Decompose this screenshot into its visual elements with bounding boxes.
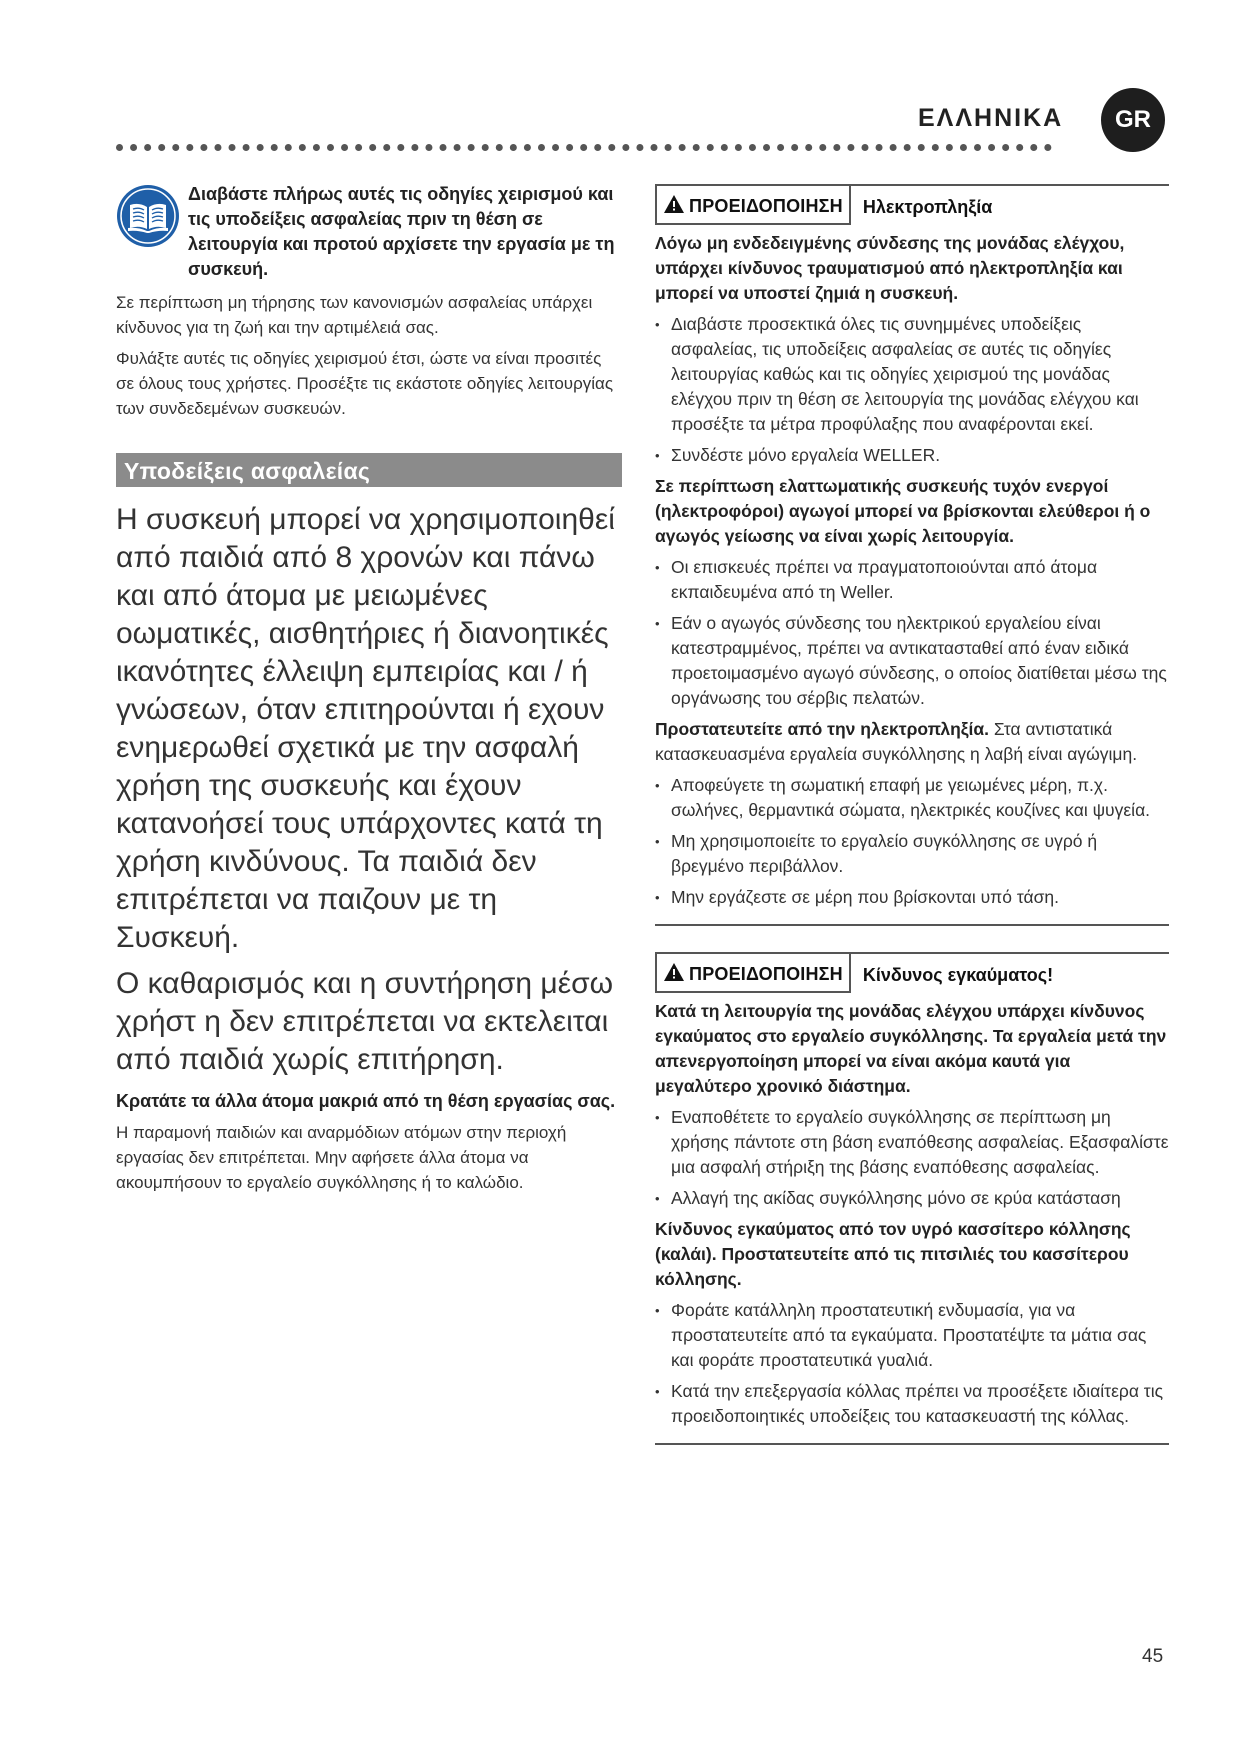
list-item: • Αλλαγή της ακίδας συγκόλλησης μόνο σε κρύα κατάσταση: [655, 1186, 1169, 1211]
dotted-divider: [116, 144, 1052, 151]
right-column: [655, 184, 1169, 1445]
warning-label-text: ΠΡΟΕΙΔΟΠΟΙΗΣΗ: [689, 964, 843, 984]
list-item: • Κατά την επεξεργασία κόλλας πρέπει να προσέξετε ιδιαίτερα τις προειδοποιητικές υποδείξεις του κατασκευαστή της κόλλας.: [655, 1379, 1169, 1429]
left-column: [116, 182, 622, 1195]
list-item: • Εάν ο αγωγός σύνδεσης του ηλεκτρικού εργαλείου είναι κατεστραμμένος, πρέπει να αντικατασταθεί από έναν ειδικά προετοιμασμένο αγωγό σύνδεσης, ο οποίος διατίθεται μέσω της οργάνωσης του σέρβις πελατών.: [655, 611, 1169, 711]
bullet-list: [655, 312, 1169, 468]
list-item: • Συνδέστε μόνο εργαλεία WELLER.: [655, 443, 1169, 468]
page-number: 45: [1142, 1646, 1164, 1667]
warning-label: [655, 954, 851, 993]
warning-box-burn: [655, 952, 1169, 1445]
warning-header: [655, 952, 1169, 993]
keep-away-bold: Κρατάτε τα άλλα άτομα μακριά από τη θέση εργασίας σας.: [116, 1091, 616, 1111]
bullet-list: [655, 773, 1169, 910]
language-badge: GR: [1101, 88, 1165, 152]
protect-bold: Προστατευτείτε από την ηλεκτροπληξία.: [655, 719, 990, 739]
list-item: • Εναποθέτετε το εργαλείο συγκόλλησης σε περίπτωση μη χρήσης πάντοτε στη βάση εναπόθεσης ασφαλείας. Εξασφαλίστε μια ασφαλή στήριξη της βάσης εναπόθεσης ασφαλείας.: [655, 1105, 1169, 1180]
warning-box-electric: [655, 184, 1169, 926]
cleaning-text: Ο καθαρισμός και η συντήρηση μέσω χρήστ η δεν επιτρέπεται να εκτελειται από παιδιά χωρίς επιτήρηση.: [116, 967, 614, 1076]
children-usage-text: Η συσκευή μπορεί να χρησιμοποιηθεί από παιδιά από 8 χρονών και πάνω και από άτομα με μειωμένες οωματικές, αισθητήριες ή διανοητικές ικανότητες έλλειψη εμπειρίας και / ή γνώσεων, όταν επιτηρούνται ή εχουν ενημερωθεί σχετικά με την ασφαλή χρήση της συσκευής και έχουν κατανοήσεί τους υπάρχοντες κατά τη χρήση κινδύνους. Τα παιδιά δεν επιτρέπεται να παιζουν με τη Συσκευή.: [116, 503, 615, 954]
warning-triangle-icon: [663, 194, 685, 219]
list-item: • Διαβάστε προσεκτικά όλες τις συνημμένες υποδείξεις ασφαλείας, τις υποδείξεις ασφαλείας σε αυτές τις οδηγίες λειτουργίας καθώς και τις οδηγίες χειρισμού της μονάδας ελέγχου πριν τη θέση σε λειτουργία της μονάδας ελέγχου και προσέξτε τα μέτρα προφύλαξης που αναφέρονται εκεί.: [655, 312, 1169, 437]
list-item: • Μη χρησιμοποιείτε το εργαλείο συγκόλλησης σε υγρό ή βρεγμένο περιβάλλον.: [655, 829, 1169, 879]
warning-title: Κίνδυνος εγκαύματος!: [862, 965, 1054, 985]
work-area-text: Η παραμονή παιδιών και αναρμόδιων ατόμων στην περιοχή εργασίας δεν επιτρέπεται. Μην αφήσετε άλλα άτομα να ακουμπήσουν το εργαλείο συγκόλλησης ή το καλώδιο.: [116, 1123, 567, 1192]
section-header-safety: Υποδείξεις ασφαλείας: [116, 453, 622, 487]
intro-bold-text: Διαβάστε πλήρως αυτές τις οδηγίες χειρισμού και τις υποδείξεις ασφαλείας πριν τη θέση σε λειτουργία και προτού αρχίσετε την εργασία με τη συσκευή.: [188, 184, 615, 279]
intro-paragraph-1: Σε περίπτωση μη τήρησης των κανονισμών ασφαλείας υπάρχει κίνδυνος για τη ζωή και την αρτιμέλειά σας.: [116, 293, 593, 337]
warning-bold-text: Σε περίπτωση ελαττωματικής συσκευής τυχόν ενεργοί (ηλεκτροφόροι) αγωγοί μπορεί να βρίσκονται ελεύθεροι ή ο αγωγός γείωσης να είναι χωρίς λειτουργία.: [655, 476, 1151, 546]
list-item: • Φοράτε κατάλληλη προστατευτική ενδυμασία, για να προστατευτείτε από τα εγκαύματα. Προστατέψτε τα μάτια σας και φοράτε προστατευτικά γυαλιά.: [655, 1298, 1169, 1373]
warning-label: [655, 186, 851, 225]
warning-bold-text: Κίνδυνος εγκαύματος από τον υγρό κασσίτερο κόλλησης (καλάι). Προστατευτείτε από τις πιτσιλιές του κασσίτερου κόλλησης.: [655, 1219, 1131, 1289]
warning-triangle-icon: [663, 962, 685, 987]
warning-label-text: ΠΡΟΕΙΔΟΠΟΙΗΣΗ: [689, 196, 843, 216]
bullet-list: [655, 1105, 1169, 1211]
protect-paragraph: [655, 717, 1169, 767]
bullet-list: [655, 555, 1169, 711]
list-item: • Μην εργάζεστε σε μέρη που βρίσκονται υπό τάση.: [655, 885, 1169, 910]
protect-text: Στα αντιστατικά κατασκευασμένα εργαλεία συγκόλλησης η λαβή είναι αγώγιμη.: [655, 719, 1138, 764]
list-item: • Οι επισκευές πρέπει να πραγματοποιούνται από άτομα εκπαιδευμένα από τη Weller.: [655, 555, 1169, 605]
bullet-list: [655, 1298, 1169, 1429]
warning-bold-text: Κατά τη λειτουργία της μονάδας ελέγχου υπάρχει κίνδυνος εγκαύματος στο εργαλείο συγκόλλησης. Τα εργαλεία μετά την απενεργοποίηση μπορεί να είναι ακόμα καυτά για μεγαλύτερο χρονικό διάστημα.: [655, 1001, 1167, 1096]
list-item: • Αποφεύγετε τη σωματική επαφή με γειωμένες μέρη, π.χ. σωλήνες, θερμαντικά σώματα, ηλεκτρικές κουζίνες και ψυγεία.: [655, 773, 1169, 823]
warning-header: [655, 184, 1169, 225]
intro-paragraph-2: Φυλάξτε αυτές τις οδηγίες χειρισμού έτσι, ώστε να είναι προσιτές σε όλους τους χρήστες. Προσέξτε τις εκάστοτε οδηγίες λειτουργίας των συνδεδεμένων συσκευών.: [116, 349, 614, 418]
intro-block: [116, 182, 622, 282]
warning-bold-text: Λόγω μη ενδεδειγμένης σύνδεσης της μονάδας ελέγχου, υπάρχει κίνδυνος τραυματισμού από ηλεκτροπληξία και μπορεί να υποστεί ζημιά η συσκευή.: [655, 233, 1125, 303]
language-title: ΕΛΛΗΝΙΚΑ: [918, 104, 1064, 132]
warning-title: Ηλεκτροπληξία: [862, 197, 993, 217]
